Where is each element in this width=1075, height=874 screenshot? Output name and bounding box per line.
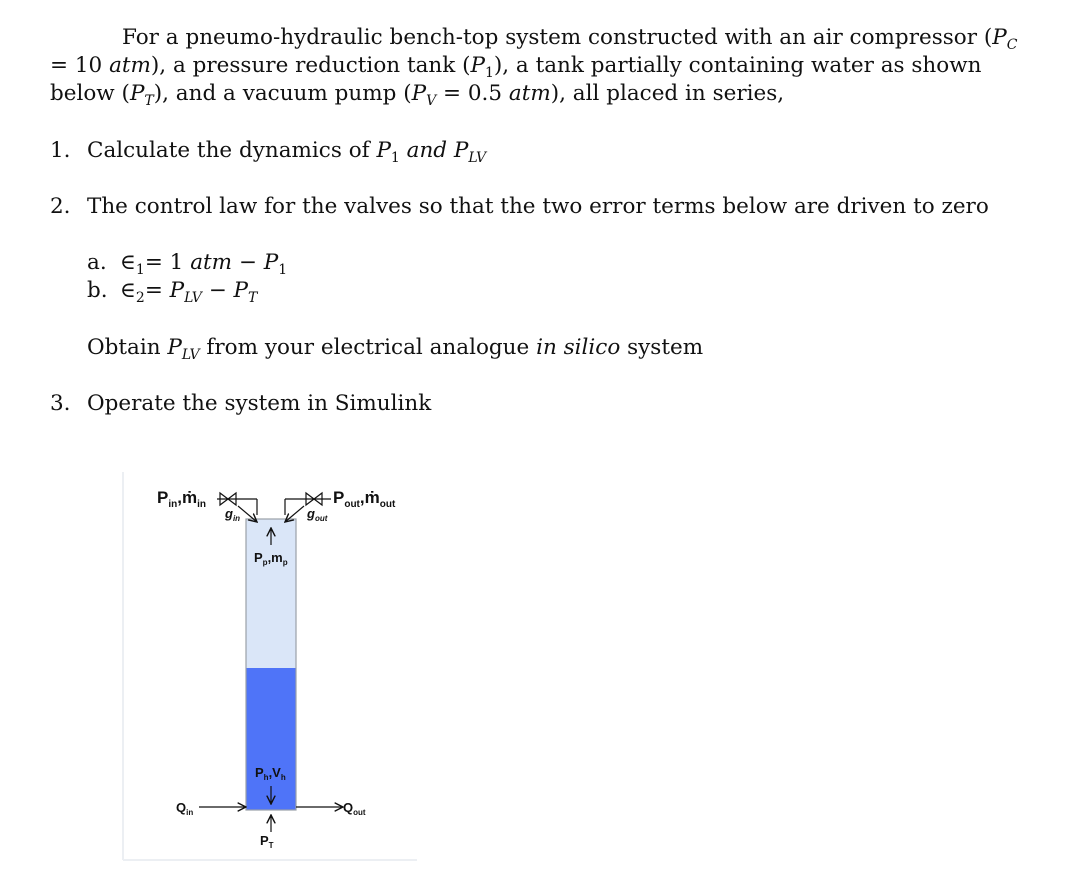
tank-pressure-p1: $P_1$	[470, 53, 494, 81]
vacuum-pressure-var: $P_V$	[411, 81, 437, 109]
list-number: 3.	[50, 391, 71, 416]
inlet-conductance-label: $g_{in}$	[225, 506, 241, 523]
outlet-label: $P_{out},ṁ_{out}$	[333, 488, 396, 510]
sub-list-item: b. $\in_2= P_{LV} - P_T$	[87, 278, 258, 306]
compressor-pressure-var: $P_C$	[992, 25, 1018, 53]
list-item: 3. Operate the system in Simulink	[50, 391, 432, 416]
tank-diagram	[121, 470, 421, 862]
inlet-label: $P_{in},ṁ_{in}$	[157, 488, 206, 510]
intro-paragraph: For a pneumo-hydraulic bench-top system constructed with an air compressor ($P_C = 10$ atm), a pressure reduction tank $(P_1)$, a tank partially containing water as shown below $(P_T)$, and a vacuum pump ($P_V = 0.5$ atm), all placed in series,	[50, 25, 1018, 109]
outlet-conductance-label: $g_{out}$	[307, 506, 328, 523]
air-pressure-label: $P_p,m_p$	[254, 550, 288, 567]
list-number: 2.	[50, 194, 71, 219]
flow-out-label: $Q_{out}$	[343, 800, 366, 817]
list-number: 1.	[50, 138, 71, 163]
tank-pressure-pt: $P_T$	[129, 81, 154, 109]
obtain-line: Obtain $P_{LV}$ from your electrical analogue in silico system	[87, 335, 704, 363]
tank-pressure-label: $P_T$	[260, 833, 274, 850]
intro-text: For a pneumo-hydraulic bench-top system constructed with an air compressor (	[122, 25, 993, 50]
list-item: 2. The control law for the valves so that the two error terms below are driven to zero	[50, 194, 989, 219]
list-item: 1. Calculate the dynamics of $P_1$ and $P_{LV}$	[50, 138, 487, 166]
flow-in-label: $Q_{in}$	[176, 800, 194, 817]
tank-diagram-svg	[121, 470, 421, 862]
water-pressure-label: $P_h,V_h$	[255, 765, 286, 782]
sub-list-item: a. $\in_1= 1$ atm − $P_1$	[87, 250, 288, 278]
